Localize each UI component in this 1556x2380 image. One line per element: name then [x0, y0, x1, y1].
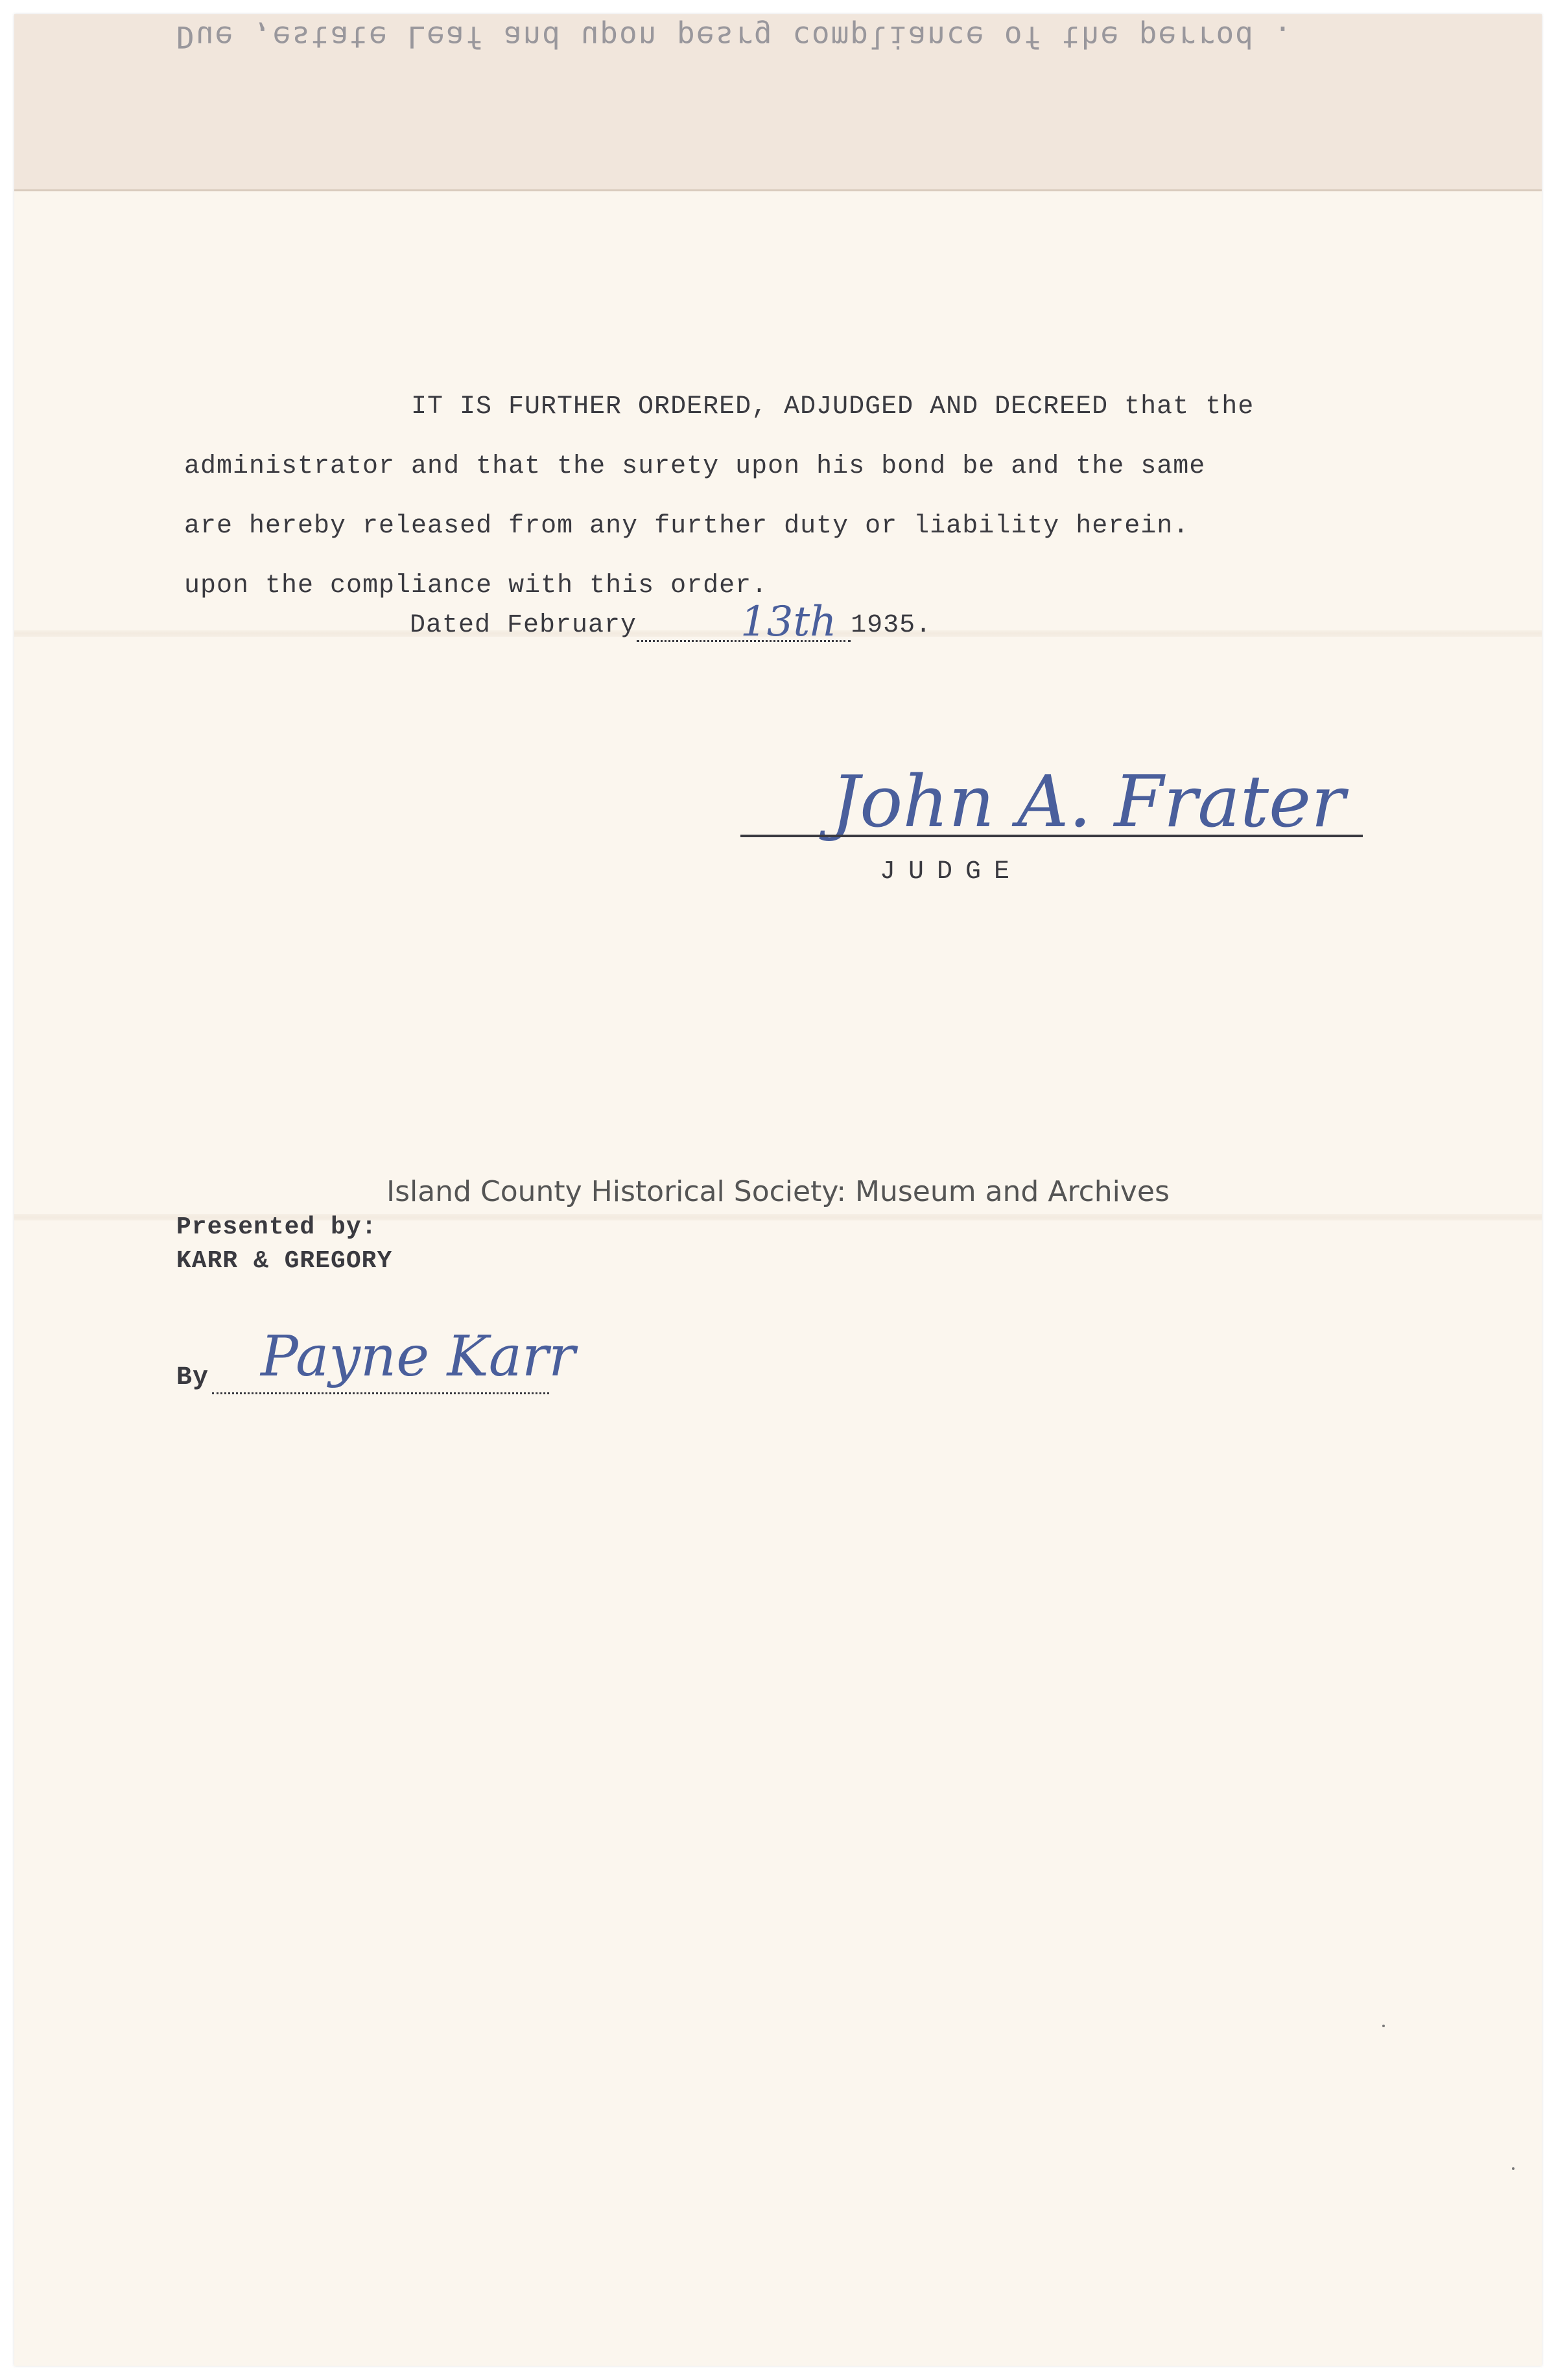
overlapping-previous-page: [14, 14, 1542, 191]
judge-label: JUDGE: [880, 857, 1023, 887]
archive-watermark: Island County Historical Society: Museum and Archives: [386, 1175, 1170, 1208]
presented-block: [176, 1211, 392, 1278]
order-paragraph: [184, 377, 1397, 616]
order-line-1: IT IS FURTHER ORDERED, ADJUDGED AND DECREED that the: [411, 392, 1255, 422]
order-line-4: upon the compliance with this order.: [184, 571, 768, 601]
handwritten-day: 13th: [740, 598, 837, 646]
judge-signature: John A. Frater: [831, 760, 1345, 843]
presented-label: Presented by:: [176, 1213, 377, 1241]
paper-speck: [1512, 2167, 1515, 2170]
presented-firm: KARR & GREGORY: [176, 1247, 393, 1275]
dated-year: 1935.: [851, 611, 932, 640]
paper-speck: [1382, 2025, 1385, 2027]
judge-signature-line: [740, 835, 1363, 837]
by-label: By: [176, 1363, 209, 1392]
order-line-3: are hereby released from any further duty or liability herein.: [184, 512, 1190, 541]
by-signature-line: [212, 1392, 549, 1394]
attorney-signature: Payne Karr: [261, 1324, 576, 1389]
mirrored-header-text: Due ,estate Leaf and upon pesrg compliance of the perrod .: [176, 19, 1293, 54]
dated-prefix: Dated February: [410, 611, 637, 640]
order-line-2: administrator and that the surety upon his bond be and the same: [184, 452, 1206, 481]
document-page: [14, 14, 1542, 2366]
dated-line: [410, 611, 932, 642]
